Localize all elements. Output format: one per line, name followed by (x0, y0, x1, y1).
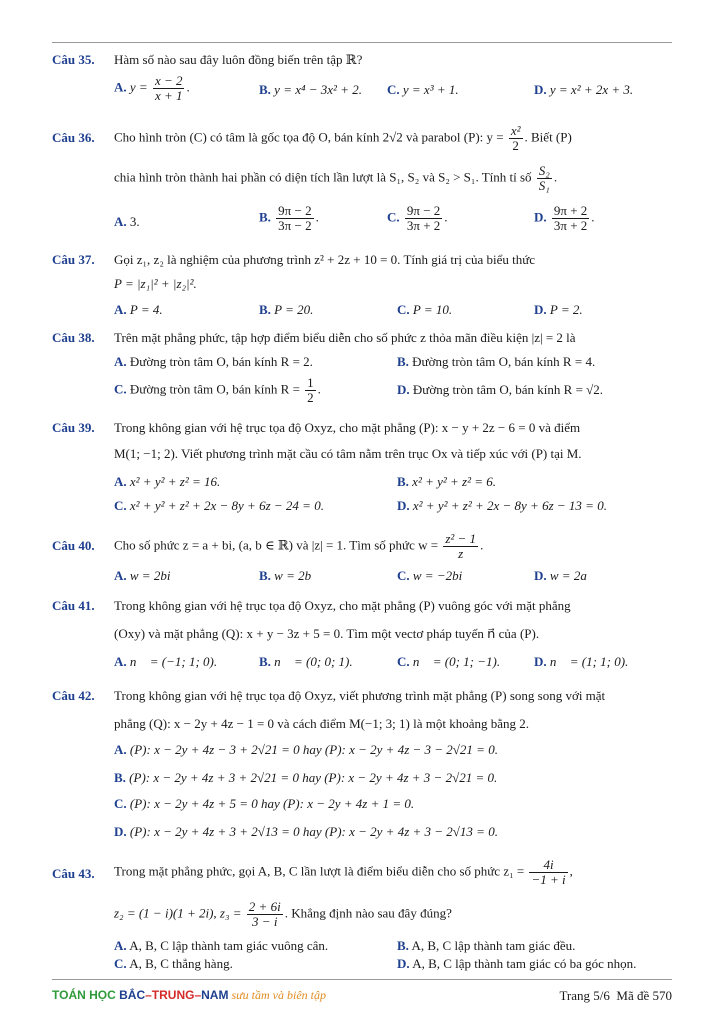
question-stem-line-1: Trong không gian với hệ trục tọa độ Oxyz, cho mặt phẳng (P): x − y + 2z − 6 = 0 và điểm (114, 420, 581, 435)
option-a[interactable]: A. w = 2bi (114, 568, 171, 583)
option-b[interactable]: B. x² + y² + z² = 6. (397, 474, 497, 489)
option-a[interactable]: A. P = 4. (114, 302, 163, 317)
fraction: $\frac{\text{z² − 1}}{z}$ (445, 531, 477, 561)
option-c[interactable]: C. w = −2bi (397, 568, 463, 583)
footer-brand: TOÁN HỌC BẮC–TRUNG–NAM sưu tầm và biên tập (52, 988, 327, 1002)
fraction: $\frac{\text{S₂}}{\text{S₁}}$ (538, 163, 550, 193)
option-b[interactable]: B. A, B, C lập thành tam giác đều. (397, 938, 576, 953)
option-c[interactable]: C. n⃗ = (0; 1; −1). (397, 654, 501, 669)
question-stem: Hàm số nào sau đây luôn đồng biến trên tập ℝ? (114, 52, 363, 67)
question-number: Câu 35. (52, 52, 95, 67)
option-a[interactable]: A. A, B, C lập thành tam giác vuông cân. (114, 938, 329, 953)
option-c[interactable]: C. Đường tròn tâm O, bán kính R = $\frac{1}{2}$ . (114, 375, 321, 405)
option-a[interactable]: A. (P): x − 2y + 4z − 3 + 2√21 = 0 hay (P): x − 2y + 4z − 3 − 2√21 = 0. (114, 742, 498, 757)
option-d[interactable]: D. A, B, C lập thành tam giác có ba góc nhọn. (397, 956, 637, 971)
option-a[interactable]: A. 3. (114, 214, 140, 229)
fraction: $\frac{9\pi - 2}{3\pi + 2}$ (406, 203, 441, 233)
option-d[interactable]: D. P = 2. (534, 302, 583, 317)
option-c[interactable]: C. A, B, C thẳng hàng. (114, 956, 233, 971)
option-b[interactable]: B. (P): x − 2y + 4z + 3 + 2√21 = 0 hay (P): x − 2y + 4z + 3 − 2√21 = 0. (114, 770, 498, 785)
question-stem-line-1: Trong mặt phẳng phức, gọi A, B, C lần lượt là điểm biểu diễn cho số phức z₁ = $\frac{4i}{-1 + i}$ , (114, 857, 573, 887)
question-stem-line-2: P = |z₁|² + |z₂|². (114, 276, 197, 291)
option-b[interactable]: B. P = 20. (259, 302, 314, 317)
question-stem-line-1: Trong không gian với hệ trục tọa độ Oxyz, viết phương trình mặt phẳng (P) song song với mặt (114, 688, 606, 703)
fraction: $\frac{x - 2}{x + 1}$ (154, 73, 183, 103)
option-d[interactable]: D. Đường tròn tâm O, bán kính R = √2. (397, 382, 604, 397)
question-stem-line-2: phẳng (Q): x − 2y + 4z − 1 = 0 và cách điểm M(−1; 3; 1) là một khoảng bằng 2. (114, 716, 530, 731)
footer-rule (52, 979, 672, 980)
option-c[interactable]: C. $\frac{9\pi - 2}{3\pi + 2}$ . (387, 203, 448, 233)
option-a[interactable]: A. Đường tròn tâm O, bán kính R = 2. (114, 354, 313, 369)
option-b[interactable]: B. y = x⁴ − 3x² + 2. (259, 82, 362, 97)
question-stem-line-2: M(1; −1; 2). Viết phương trình mặt cầu có tâm nằm trên trục Ox và tiếp xúc với (P) tại M. (114, 446, 582, 461)
question-stem-line-2: chia hình tròn thành hai phần có diện tích lần lượt là S₁, S₂ và S₂ > S₁. Tính tỉ số $\frac{\text{S₂}}{\text{S₁}}$ . (114, 163, 558, 193)
question-stem-line-1: Gọi z₁, z₂ là nghiệm của phương trình z² + 2z + 10 = 0. Tính giá trị của biểu thức (114, 252, 536, 267)
question-stem-line-1: Cho hình tròn (C) có tâm là gốc tọa độ O, bán kính 2√2 và parabol (P): y = $\frac{\text{x²}}{2}$ . Biết (P) (114, 123, 572, 153)
question-stem-line-2: z₂ = (1 − i)(1 + 2i), z₃ = $\frac{2 + 6i}{3 - i}$ . Khẳng định nào sau đây đúng? (114, 899, 452, 929)
option-b[interactable]: B. w = 2b (259, 568, 312, 583)
exam-code: Mã đề 570 (616, 988, 672, 1003)
option-label: A. (114, 79, 127, 95)
option-b[interactable]: B. Đường tròn tâm O, bán kính R = 4. (397, 354, 596, 369)
fraction: $\frac{1}{2}$ (307, 375, 314, 405)
page-number: Trang 5/6 (559, 988, 610, 1003)
option-a[interactable]: A. n⃗ = (−1; 1; 0). (114, 654, 218, 669)
option-d[interactable]: D. (P): x − 2y + 4z + 3 + 2√13 = 0 hay (P): x − 2y + 4z + 3 − 2√13 = 0. (114, 824, 498, 839)
option-d[interactable]: D. y = x² + 2x + 3. (534, 82, 634, 97)
option-c[interactable]: C. (P): x − 2y + 4z + 5 = 0 hay (P): x − 2y + 4z + 1 = 0. (114, 796, 415, 811)
option-d[interactable]: D. x² + y² + z² + 2x − 8y + 6z − 13 = 0. (397, 498, 607, 513)
option-d[interactable]: D. w = 2a (534, 568, 587, 583)
fraction: $\frac{9\pi + 2}{3\pi + 2}$ (553, 203, 588, 233)
option-a[interactable]: A. x² + y² + z² = 16. (114, 474, 221, 489)
question-stem-line-1: Trong không gian với hệ trục tọa độ Oxyz, cho mặt phẳng (P) vuông góc với mặt phẳng (114, 598, 571, 613)
footer-page-info (559, 988, 672, 1004)
question-stem: Cho số phức z = a + bi, (a, b ∈ ℝ) và |z| = 1. Tìm số phức w = $\frac{\text{z² − 1}}{z}$ . (114, 531, 484, 561)
option-b[interactable]: B. n⃗ = (0; 0; 1). (259, 654, 353, 669)
fraction: $\frac{9\pi - 2}{3\pi - 2}$ (278, 203, 312, 233)
fraction: $\frac{2 + 6i}{3 - i}$ (248, 899, 281, 929)
fraction: $\frac{4i}{-1 + i}$ (531, 857, 566, 887)
option-d[interactable]: D. $\frac{9\pi + 2}{3\pi + 2}$ . (534, 203, 595, 233)
fraction: $\frac{\text{x²}}{2}$ (510, 123, 521, 153)
option-c[interactable]: C. x² + y² + z² + 2x − 8y + 6z − 24 = 0. (114, 498, 324, 513)
option-b[interactable]: B. $\frac{9\pi - 2}{3\pi - 2}$ . (259, 203, 319, 233)
option-c[interactable]: C. y = x³ + 1. (387, 82, 459, 97)
option-d[interactable]: D. n⃗ = (1; 1; 0). (534, 654, 629, 669)
option-c[interactable]: C. P = 10. (397, 302, 453, 317)
question-stem: Trên mặt phẳng phức, tập hợp điểm biểu diễn cho số phức z thỏa mãn điều kiện |z| = 2 là (114, 330, 576, 345)
option-a[interactable]: A. y = $\frac{x - 2}{x + 1}$ . (114, 73, 190, 103)
question-stem-line-2: (Oxy) và mặt phẳng (Q): x + y − 3z + 5 = 0. Tìm một vectơ pháp tuyến n⃗ của (P). (114, 626, 540, 641)
top-rule (52, 42, 672, 43)
